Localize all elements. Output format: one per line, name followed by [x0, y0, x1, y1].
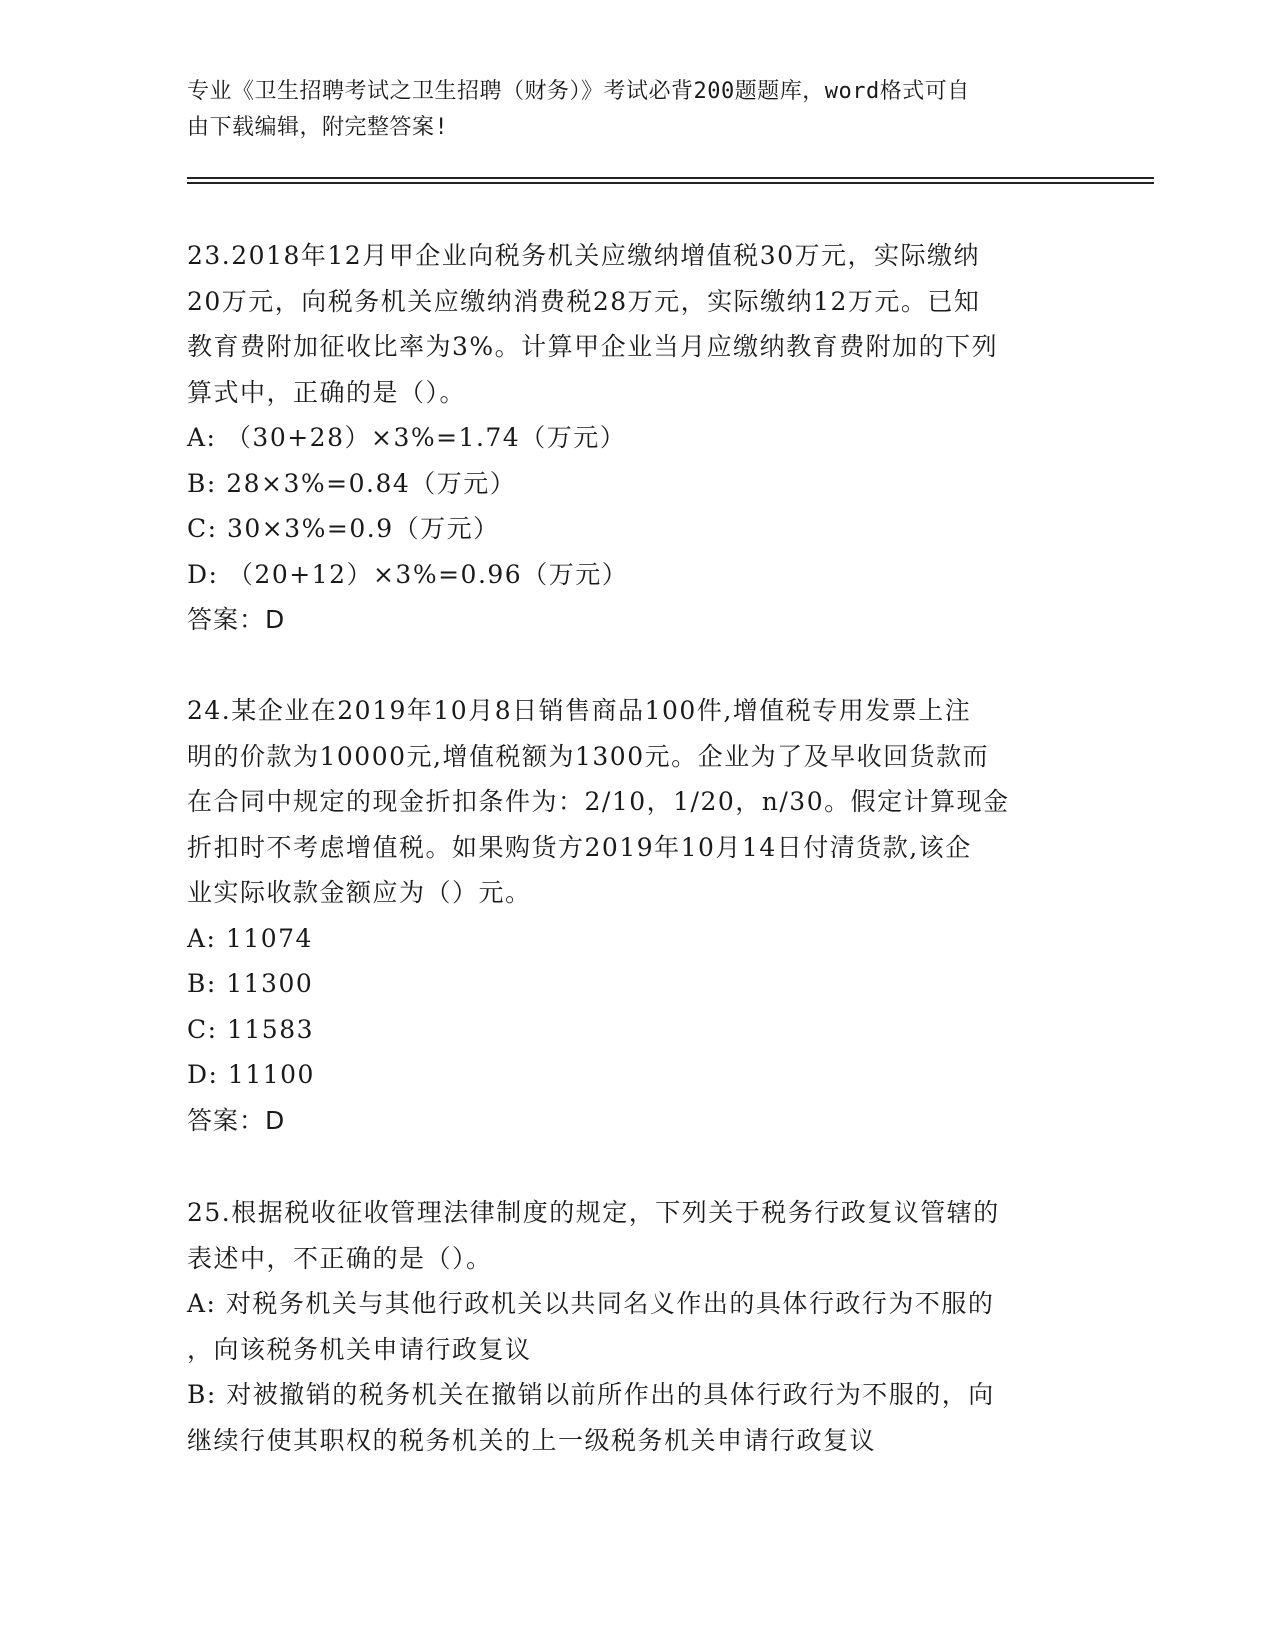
question-stem-line: 20万元，向税务机关应缴纳消费税28万元，实际缴纳12万元。已知 [187, 286, 981, 316]
option-c: C: 30×3%=0.9（万元） [187, 514, 500, 543]
question-stem-line: 25.根据税收征收管理法律制度的规定，下列关于税务行政复议管辖的 [187, 1198, 1000, 1227]
question-stem-line: 业实际收款金额应为（）元。 [187, 878, 532, 907]
header-divider-bottom [187, 182, 1154, 184]
option-d: D: 11100 [187, 1060, 315, 1089]
option-c: C: 11583 [187, 1014, 315, 1044]
question-24 [187, 688, 1067, 1143]
header-line-1: 专业《卫生招聘考试之卫生招聘（财务）》考试必背200题题库，word格式可自 [187, 79, 970, 104]
document-header [187, 74, 1087, 146]
option-d: D: （20+12）×3%=0.96（万元） [187, 559, 629, 589]
option-b: B: 28×3%=0.84（万元） [187, 468, 517, 498]
question-stem-line: 表述中，不正确的是（）。 [187, 1243, 493, 1273]
option-a: A: 对税务机关与其他行政机关以共同名义作出的具体行政行为不服的 [187, 1289, 995, 1318]
question-stem-line: 24.某企业在2019年10月8日销售商品100件,增值税专用发票上注 [187, 696, 972, 725]
question-stem-line: 算式中，正确的是（）。 [187, 377, 467, 407]
option-a-continued: ，向该税务机关申请行政复议 [187, 1334, 532, 1364]
question-stem-line: 在合同中规定的现金折扣条件为：2/10，1/20，n/30。假定计算现金 [187, 787, 1010, 816]
header-line-2: 由下载编辑，附完整答案! [187, 115, 449, 140]
header-divider-top [187, 177, 1154, 179]
answer-label: 答案：D [187, 1105, 286, 1135]
option-a: A: 11074 [187, 923, 313, 953]
question-stem-line: 23.2018年12月甲企业向税务机关应缴纳增值税30万元，实际缴纳 [187, 241, 981, 270]
question-stem-line: 折扣时不考虑增值税。如果购货方2019年10月14日付清货款,该企 [187, 832, 972, 862]
option-b: B: 11300 [187, 969, 314, 998]
answer-label: 答案：D [187, 605, 286, 634]
question-stem-line: 教育费附加征收比率为3%。计算甲企业当月应缴纳教育费附加的下列 [187, 332, 999, 361]
option-b-continued: 继续行使其职权的税务机关的上一级税务机关申请行政复议 [187, 1425, 877, 1455]
option-a: A: （30+28）×3%=1.74（万元） [187, 423, 627, 452]
option-b: B: 对被撤销的税务机关在撤销以前所作出的具体行政行为不服的，向 [187, 1380, 995, 1409]
question-stem-line: 明的价款为10000元,增值税额为1300元。企业为了及早收回货款而 [187, 741, 990, 771]
question-25 [187, 1190, 1067, 1463]
question-23 [187, 233, 1067, 643]
